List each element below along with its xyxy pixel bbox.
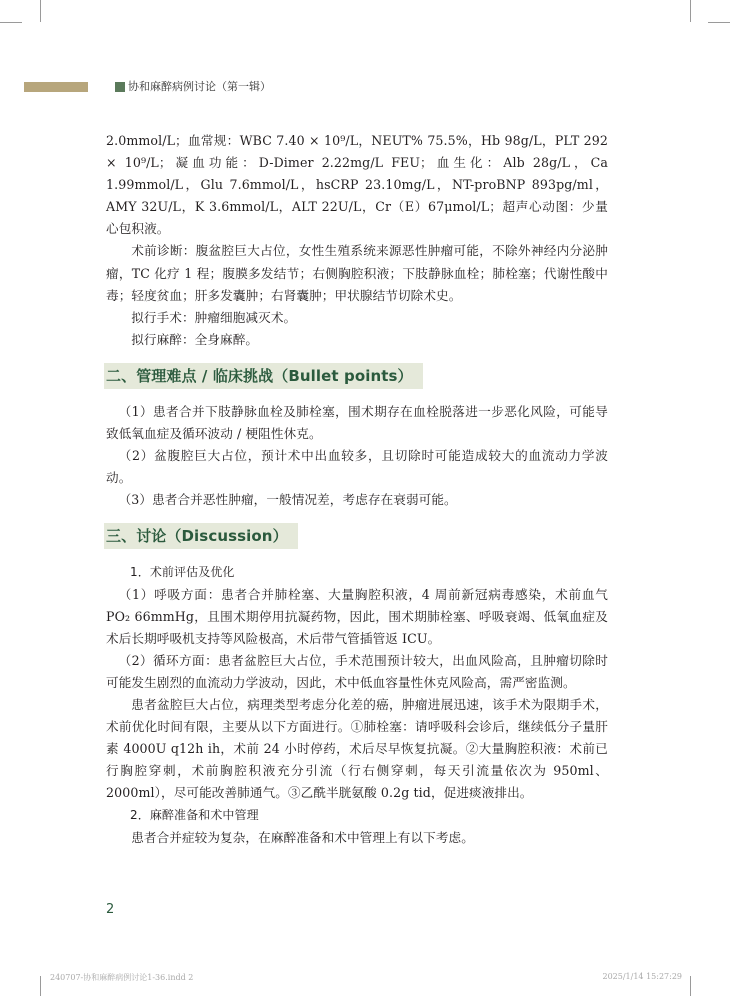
crop-mark-tr-v bbox=[690, 0, 691, 22]
subheading-anesthesia: 2．麻醉准备和术中管理 bbox=[130, 808, 259, 823]
lab-results-paragraph: 2.0mmol/L；血常规：WBC 7.40 × 10⁹/L，NEUT% 75.5%，Hb 98g/L，PLT 292 × 10⁹/L；凝血功能：D-Dimer 2.22mg/L FEU；血生化：Alb 28g/L，Ca 1.99mmol/L，Glu 7.6mmol/L，hsCRP 23.10mg/L，NT-proBNP 893pg/ml，AMY 32U/L，K 3.6mmol/L，ALT 22U/L，Cr（E）67μmol/L；超声心动图：少量心包积液。 bbox=[106, 133, 608, 237]
crop-mark-br-v bbox=[690, 976, 691, 996]
header-tan-bar bbox=[24, 82, 88, 92]
slug-left: 240707-协和麻醉病例讨论1-36.indd 2 bbox=[50, 973, 194, 982]
preop-diagnosis: 术前诊断：腹盆腔巨大占位，女性生殖系统来源恶性肿瘤可能，不除外神经内分泌肿瘤，TC 化疗 1 程；腹膜多发结节；右侧胸腔积液；下肢静脉血栓；肺栓塞；代谢性酸中毒；轻度贫血；肝多发囊肿；右肾囊肿；甲状腺结节切除术史。 bbox=[106, 243, 608, 303]
crop-mark-tr-h bbox=[708, 22, 730, 23]
subheading-preop: 1．术前评估及优化 bbox=[130, 565, 235, 580]
anesthesia-intro: 患者合并症较为复杂，在麻醉准备和术中管理上有以下考虑。 bbox=[131, 829, 474, 845]
planned-anesthesia: 拟行麻醉：全身麻醉。 bbox=[131, 331, 259, 347]
discussion-item-2: （2）循环方面：患者盆腔巨大占位，手术范围预计较大，出血风险高，且肿瘤切除时可能发生剧烈的血流动力学波动，因此，术中低血容量性休克风险高，需严密监测。 bbox=[106, 652, 608, 690]
challenge-item-2: （2）盆腹腔巨大占位，预计术中出血较多，且切除时可能造成较大的血流动力学波动。 bbox=[106, 448, 608, 486]
crop-mark-tl-v bbox=[40, 0, 41, 22]
page-number: 2 bbox=[106, 902, 115, 917]
page-content bbox=[106, 130, 608, 849]
challenge-item-3: （3）患者合并恶性肿瘤，一般情况差，考虑存在衰弱可能。 bbox=[118, 492, 457, 508]
crop-mark-bl-v bbox=[40, 976, 41, 996]
crop-mark-tl-h bbox=[0, 22, 22, 23]
section-2 bbox=[104, 363, 608, 389]
challenge-item-1: （1）患者合并下肢静脉血栓及肺栓塞，围术期存在血栓脱落进一步恶化风险，可能导致低氧血症及循环波动 / 梗阻性休克。 bbox=[106, 403, 608, 442]
header-square-icon bbox=[115, 82, 125, 92]
optimization-paragraph: 患者盆腔巨大占位，病理类型考虑分化差的癌，肿瘤进展迅速，该手术为限期手术，术前优化时间有限，主要从以下方面进行。①肺栓塞：请呼吸科会诊后，继续低分子量肝素 4000U q12h ih，术前 24 小时停药，术后尽早恢复抗凝。②大量胸腔积液：术前已行胸腔穿刺，术前胸腔积液充分引流（行右侧穿刺，每天引流量依次为 950ml、2000ml），尽可能改善肺通气。③乙酰半胱氨酸 0.2g tid，促进痰液排出。 bbox=[106, 696, 608, 801]
running-header bbox=[24, 80, 730, 94]
slug-right: 2025/1/14 15:27:29 bbox=[602, 972, 682, 981]
header-title: 协和麻醉病例讨论（第一辑） bbox=[128, 80, 271, 93]
discussion-item-1: （1）呼吸方面：患者合并肺栓塞、大量胸腔积液，4 周前新冠病毒感染，术前血气 PO₂ 66mmHg，且围术期停用抗凝药物，因此，围术期肺栓塞、呼吸衰竭、低氧血症及术后长期呼吸机支持等风险极高，术后带气管插管返 ICU。 bbox=[106, 586, 608, 646]
section-2-heading: 二、管理难点 / 临床挑战（Bullet points） bbox=[104, 363, 423, 389]
planned-surgery: 拟行手术：肿瘤细胞减灭术。 bbox=[131, 309, 297, 325]
section-3 bbox=[104, 523, 608, 549]
section-3-heading: 三、讨论（Discussion） bbox=[104, 523, 298, 549]
